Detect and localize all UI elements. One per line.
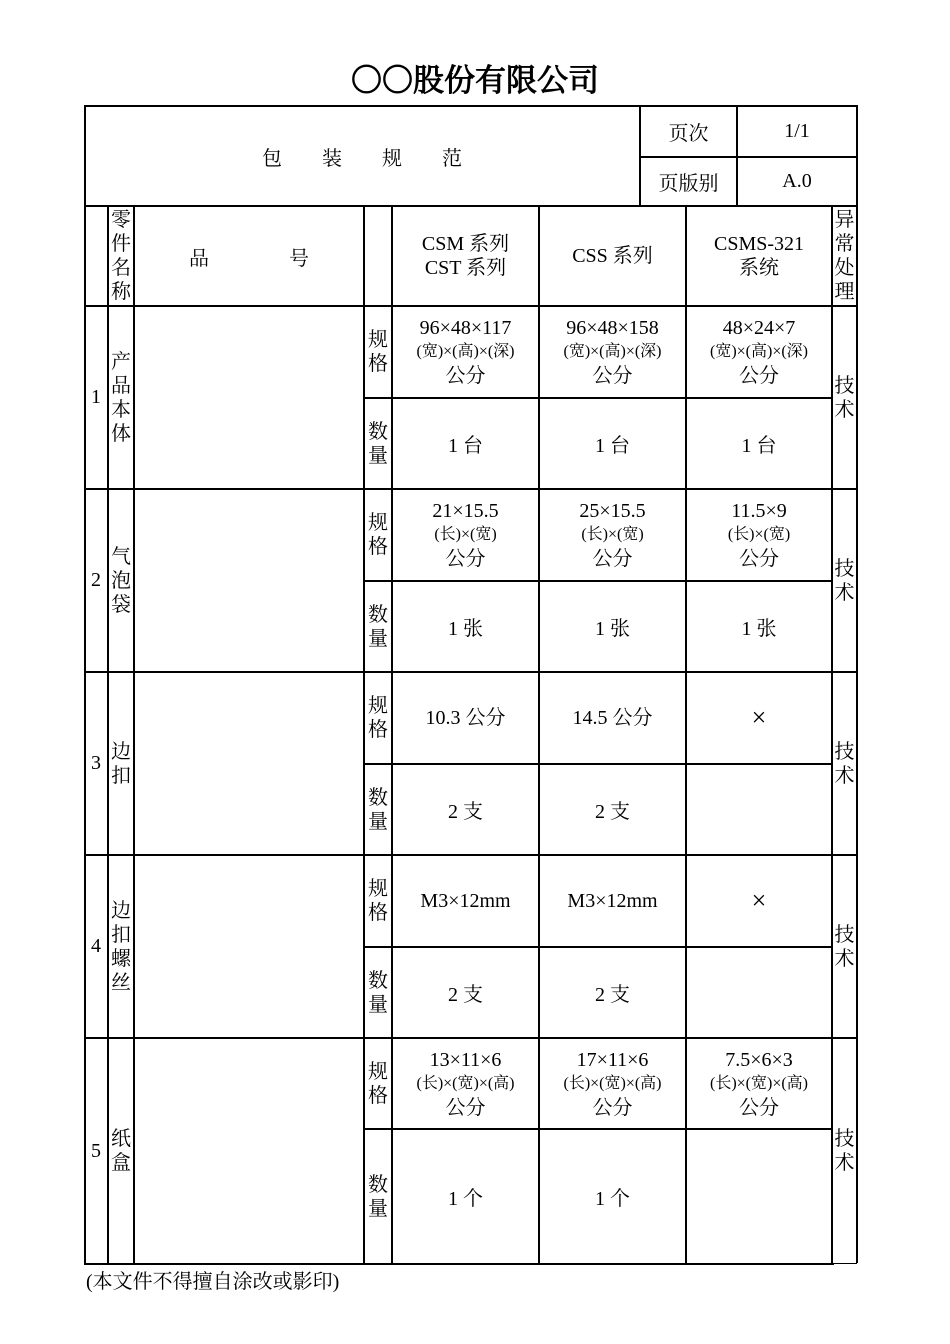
spec-value <box>392 855 539 947</box>
company-name: 〇〇股份有限公司 <box>351 63 599 99</box>
qty-label <box>364 398 392 489</box>
spec-value <box>539 672 686 764</box>
row-part-number <box>134 1038 364 1264</box>
spec-value-text: 13×11×6 (长)×(宽)×(高) 公分 <box>416 1048 515 1119</box>
header-css <box>539 206 686 306</box>
spec-value-text: 11.5×9 (长)×(宽) 公分 <box>727 500 791 570</box>
spec-value <box>686 672 832 764</box>
qty-value: 1 张 <box>392 581 539 672</box>
version-value: A.0 <box>737 157 857 206</box>
spec-label-text: 规 格 <box>368 512 388 558</box>
qty-label-text: 数 量 <box>368 1173 388 1220</box>
spec-value <box>686 1038 832 1129</box>
qty-value: 1 台 <box>686 398 832 489</box>
row-no: 4 <box>84 855 108 1038</box>
spec-value-text: 96×48×158 (宽)×(高)×(深) 公分 <box>563 317 662 387</box>
qty-value <box>686 1129 832 1264</box>
spec-value <box>392 489 539 581</box>
outer-border <box>84 105 858 107</box>
qty-label-text: 数 量 <box>368 603 388 650</box>
spec-value <box>539 855 686 947</box>
row-part-number <box>134 672 364 855</box>
qty-value: 1 个 <box>539 1129 686 1264</box>
qty-value: 2 支 <box>539 764 686 855</box>
row-exception-text: 技 术 <box>834 923 855 970</box>
row-part-name <box>108 489 134 672</box>
spec-value-text: M3×12mm <box>420 890 511 912</box>
spec-value-text: M3×12mm <box>567 890 658 912</box>
header-csm-cst <box>392 206 539 306</box>
qty-label <box>364 947 392 1038</box>
row-exception-text: 技 术 <box>834 374 855 421</box>
qty-label <box>364 764 392 855</box>
qty-value: 1 个 <box>392 1129 539 1264</box>
row-exception <box>832 1038 857 1264</box>
version-label: 页版别 <box>640 157 737 206</box>
spec-value-text: 10.3 公分 <box>425 707 506 729</box>
spec-value <box>539 489 686 581</box>
qty-value: 1 台 <box>539 398 686 489</box>
qty-value: 2 支 <box>392 764 539 855</box>
row-part-number <box>134 489 364 672</box>
row-part-name-text: 边 扣 <box>111 740 131 787</box>
row-part-name <box>108 855 134 1038</box>
header-exception-text: 异 常 处 理 <box>834 209 855 303</box>
row-exception <box>832 306 857 489</box>
qty-value: 1 张 <box>686 581 832 672</box>
qty-label <box>364 1129 392 1264</box>
spec-label <box>364 306 392 398</box>
spec-value <box>539 1038 686 1129</box>
row-no: 1 <box>84 306 108 489</box>
spec-value <box>686 855 832 947</box>
row-part-name-text: 边 扣 螺 丝 <box>111 899 131 994</box>
row-part-name-text: 气 泡 袋 <box>111 545 131 616</box>
spec-label-text: 规 格 <box>368 695 388 741</box>
row-part-number <box>134 855 364 1038</box>
outer-border <box>84 105 86 1265</box>
row-exception-text: 技 术 <box>834 557 855 604</box>
row-no: 3 <box>84 672 108 855</box>
row-no: 5 <box>84 1038 108 1264</box>
spec-value <box>686 489 832 581</box>
qty-value: 2 支 <box>392 947 539 1038</box>
spec-label <box>364 672 392 764</box>
spec-label-text: 规 格 <box>368 1060 388 1107</box>
footer-note: (本文件不得擅自涂改或影印) <box>86 1271 340 1293</box>
doc-title: 包 装 规 范 <box>84 106 640 206</box>
spec-value-text: × <box>751 886 767 915</box>
header-part-number: 品 号 <box>134 206 364 306</box>
row-part-name-text: 产 品 本 体 <box>111 350 131 445</box>
spec-value-text: 96×48×117 (宽)×(高)×(深) 公分 <box>416 317 515 387</box>
row-part-name <box>108 1038 134 1264</box>
spec-value-text: 14.5 公分 <box>572 707 653 729</box>
spec-value-text: × <box>751 703 767 732</box>
row-part-name <box>108 306 134 489</box>
row-part-number <box>134 306 364 489</box>
spec-label <box>364 1038 392 1129</box>
spec-label <box>364 855 392 947</box>
spec-value-text: 21×15.5 (长)×(宽) 公分 <box>432 500 499 570</box>
header-csms-text: CSMS-321 系统 <box>713 233 805 279</box>
spec-value-text: 17×11×6 (长)×(宽)×(高) 公分 <box>563 1048 662 1119</box>
qty-label-text: 数 量 <box>368 969 388 1016</box>
header-csms <box>686 206 832 306</box>
header-css-text: CSS 系列 <box>572 245 653 267</box>
page-label: 页次 <box>640 106 737 157</box>
page-value: 1/1 <box>737 106 857 157</box>
row-exception <box>832 672 857 855</box>
qty-value <box>686 764 832 855</box>
spec-label <box>364 489 392 581</box>
row-part-name-text: 纸 盒 <box>111 1128 131 1174</box>
header-part-name-text: 零 件 名 称 <box>111 209 131 303</box>
row-exception-text: 技 术 <box>834 1128 855 1174</box>
spec-value-text: 48×24×7 (宽)×(高)×(深) 公分 <box>709 317 809 387</box>
spec-value <box>539 306 686 398</box>
row-exception <box>832 489 857 672</box>
spec-value <box>392 306 539 398</box>
header-no <box>84 206 108 306</box>
spec-value <box>392 1038 539 1129</box>
row-exception <box>832 855 857 1038</box>
outer-border <box>856 105 858 1263</box>
qty-value <box>686 947 832 1038</box>
qty-value: 1 台 <box>392 398 539 489</box>
header-part-name <box>108 206 134 306</box>
qty-value: 2 支 <box>539 947 686 1038</box>
row-exception-text: 技 术 <box>834 740 855 787</box>
qty-value: 1 张 <box>539 581 686 672</box>
header-label-col <box>364 206 392 306</box>
spec-label-text: 规 格 <box>368 878 388 924</box>
spec-value <box>392 672 539 764</box>
qty-label-text: 数 量 <box>368 786 388 833</box>
qty-label-text: 数 量 <box>368 420 388 467</box>
header-exception <box>832 206 857 306</box>
header-csm-cst-text: CSM 系列 CST 系列 <box>421 233 510 279</box>
spec-label-text: 规 格 <box>368 329 388 375</box>
qty-label <box>364 581 392 672</box>
row-part-name <box>108 672 134 855</box>
row-no: 2 <box>84 489 108 672</box>
spec-value-text: 7.5×6×3 (长)×(宽)×(高) 公分 <box>709 1048 809 1119</box>
spec-value <box>686 306 832 398</box>
spec-value-text: 25×15.5 (长)×(宽) 公分 <box>579 500 646 570</box>
